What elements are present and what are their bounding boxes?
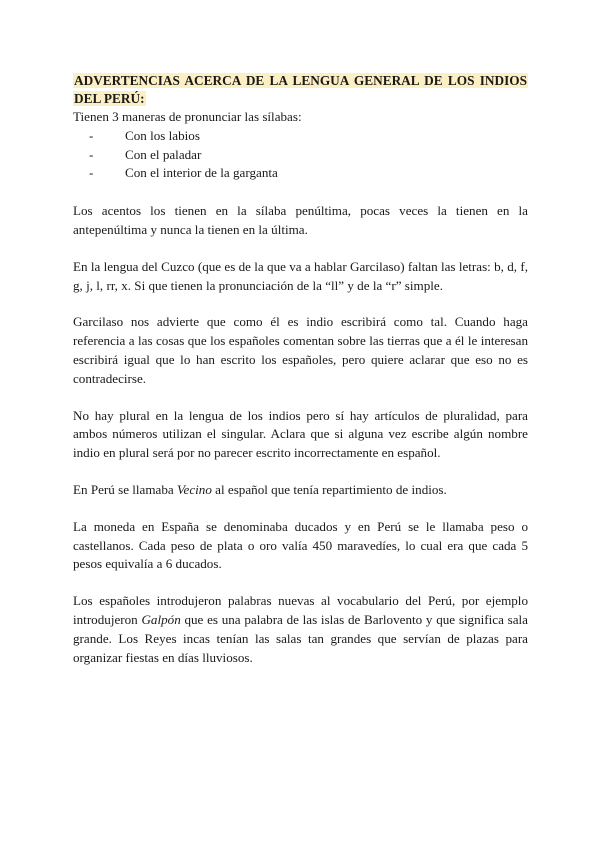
list-item-text: Con el paladar (125, 146, 202, 162)
list-item (89, 164, 528, 183)
galpon-term: Galpón (141, 611, 181, 627)
list-item (89, 127, 528, 146)
list-item-text: Con el interior de la garganta (125, 165, 278, 181)
paragraph-cuzco: En la lengua del Cuzco (que es de la que va a hablar Garcilaso) faltan las letras: b, d, f, g, j, l, rr, x. Si que tienen la pronunciación de la “ll” y de la “r” simple. (73, 258, 528, 293)
paragraph-galpon (73, 592, 528, 667)
paragraph-moneda: La moneda en España se denominaba ducados y en Perú se le llamaba peso o castellanos. Cada peso de plata o oro valía 450 maravedíes, lo cual era que cada 5 pesos equivalía a 6 ducados. (73, 518, 528, 572)
paragraph-acentos: Los acentos los tienen en la sílaba penúltima, pocas veces la tienen en la antepenúltima y nunca la tienen en la última. (73, 203, 528, 237)
intro-line: Tienen 3 maneras de pronunciar las sílabas: (73, 109, 302, 124)
list-dash-marker: - (89, 146, 94, 162)
galpon-text-after: que es una palabra de las islas de Barlovento y que significa sala grande. Los Reyes incas tenían las salas tan grandes que servían de plazas para organizar fiestas en días lluviosos. (73, 611, 528, 665)
vecino-text-before: En Perú se llamaba (73, 481, 177, 497)
pronunciation-list (73, 127, 528, 183)
list-dash-marker: - (89, 165, 94, 181)
vecino-text-after: al español que tenía repartimiento de indios. (211, 481, 447, 497)
list-item-text: Con los labios (125, 127, 200, 143)
vecino-term: Vecino (177, 481, 212, 497)
paragraph-plural: No hay plural en la lengua de los indios pero sí hay artículos de pluralidad, para ambos números utilizan el singular. Aclara que si alguna vez escribe algún nombre indio en plural será por no parecer escrito incorrectamente en español. (73, 407, 528, 461)
list-dash-marker: - (89, 127, 94, 143)
document-body (73, 72, 528, 667)
paragraph-garcilaso: Garcilaso nos advierte que como él es indio escribirá como tal. Cuando haga referencia a las cosas que los españoles comentan sobre las tierras que a él le interesan escribirá igual que lo han escrito los españoles, pero quiere aclarar que eso no es contradecirse. (73, 314, 528, 386)
document-heading (73, 72, 528, 108)
paragraph-vecino (73, 481, 528, 500)
heading-highlight: ADVERTENCIAS ACERCA DE LA LENGUA GENERAL DE LOS INDIOS DEL PERÚ: (74, 73, 527, 106)
galpon-text-before: Los españoles introdujeron palabras nuevas al vocabulario del Perú, por ejemplo introdujeron (73, 593, 528, 627)
list-item (89, 146, 528, 165)
